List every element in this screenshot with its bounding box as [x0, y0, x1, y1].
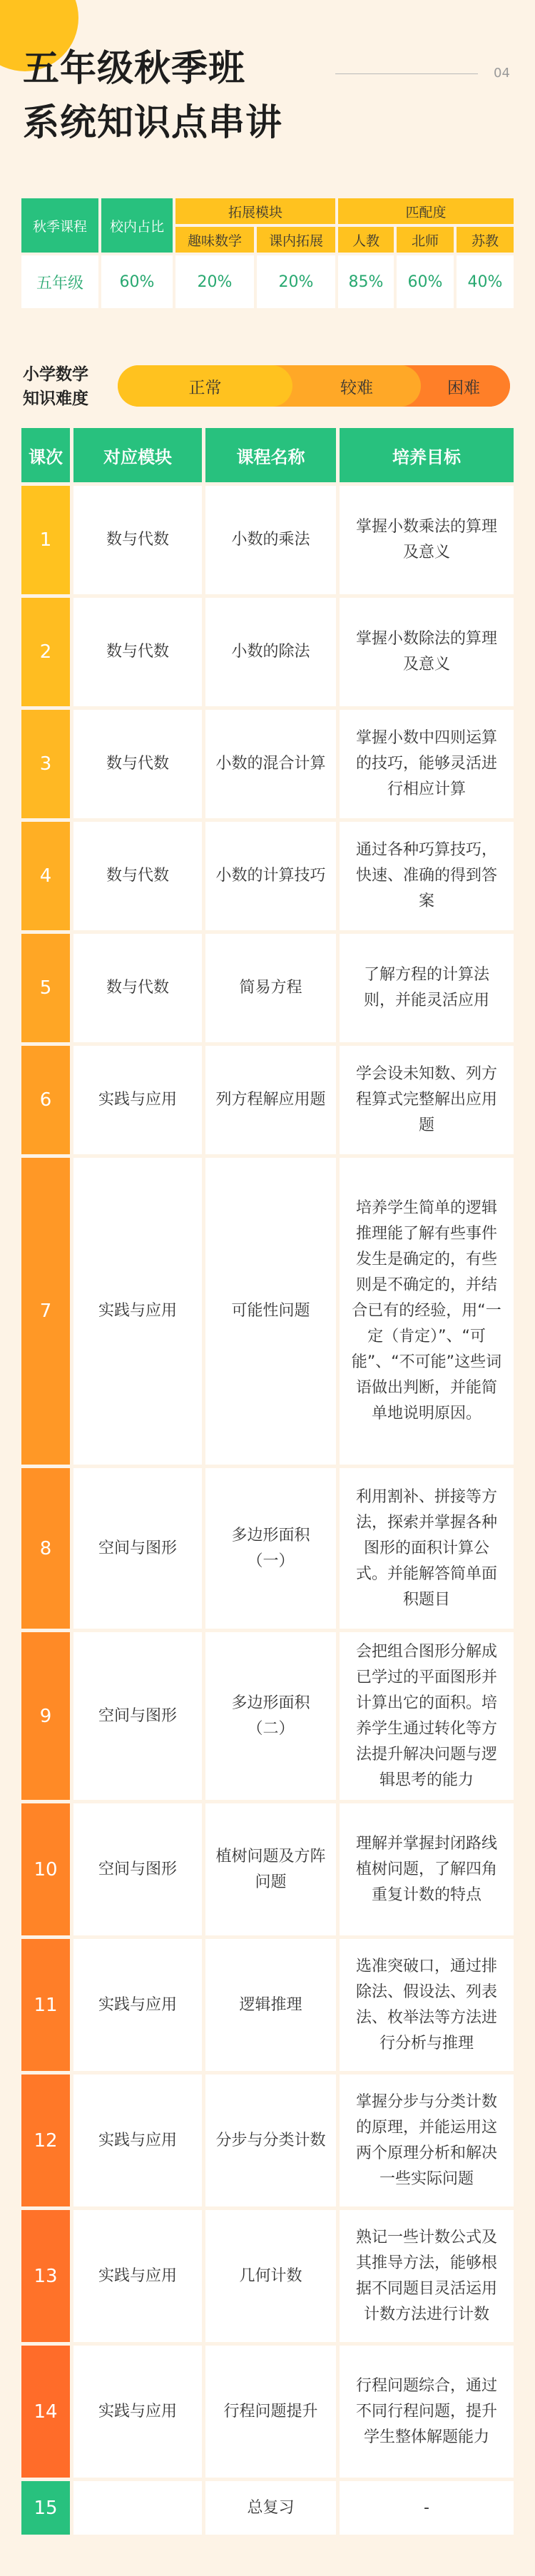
- summary-value-beishi: 60%: [397, 255, 454, 308]
- summary-table: [21, 198, 514, 308]
- module-cell: 实践与应用: [73, 2074, 202, 2206]
- module-cell: 实践与应用: [73, 1939, 202, 2071]
- course-cell: 行程问题提升: [205, 2346, 336, 2478]
- goal-cell: [340, 598, 514, 706]
- goal-text: 培养学生简单的逻辑推理能了解有些事件发生是确定的，有些则是不确定的，并结合已有的经验，用“一定（肯定）”、“可能”、“不可能”这些词语做出判断，并能简单地说明原因。: [351, 1199, 502, 1422]
- page-title-line1: 五年级秋季班: [23, 48, 246, 90]
- lesson-number: 6: [21, 1046, 70, 1154]
- page-title-line2: 系统知识点串讲: [23, 102, 283, 144]
- course-cell: 小数的计算技巧: [205, 822, 336, 930]
- goal-text: 掌握小数中四则运算的技巧，能够灵活进行相应计算: [355, 729, 497, 798]
- table-row: [21, 2481, 514, 2535]
- course-cell: 列方程解应用题: [205, 1046, 336, 1154]
- course-cell: 可能性问题: [205, 1158, 336, 1465]
- difficulty-level-hard: 困难: [389, 365, 510, 407]
- module-cell: 空间与图形: [73, 1468, 202, 1629]
- module-cell: 实践与应用: [73, 2210, 202, 2342]
- table-row: [21, 1632, 514, 1800]
- goal-cell: [340, 1468, 514, 1629]
- table-row: [21, 934, 514, 1042]
- goal-cell: [340, 486, 514, 594]
- goal-cell: [340, 1803, 514, 1935]
- lesson-number: 4: [21, 822, 70, 930]
- summary-value-class-expand: 20%: [257, 255, 335, 308]
- lesson-number: 7: [21, 1158, 70, 1465]
- lesson-number: 13: [21, 2210, 70, 2342]
- summary-value-sujiao: 40%: [457, 255, 514, 308]
- difficulty-label-line2: 知识难度: [23, 390, 88, 408]
- goal-cell: [340, 2481, 514, 2535]
- module-cell: 数与代数: [73, 486, 202, 594]
- lesson-number: 15: [21, 2481, 70, 2535]
- summary-subheader-beishi: 北师: [397, 227, 454, 253]
- summary-header-share: 校内占比: [101, 198, 173, 253]
- module-cell: 实践与应用: [73, 1046, 202, 1154]
- table-row: [21, 2074, 514, 2206]
- summary-subheader-renjiao: 人教: [338, 227, 394, 253]
- column-header-module: 对应模块: [73, 428, 202, 482]
- course-cell: 小数的乘法: [205, 486, 336, 594]
- table-row: [21, 486, 514, 594]
- course-cell: 几何计数: [205, 2210, 336, 2342]
- lesson-number: 3: [21, 710, 70, 818]
- goal-text: 会把组合图形分解成已学过的平面图形并计算出它的面积。培养学生通过转化等方法提升解决问题与逻辑思考的能力: [355, 1642, 497, 1789]
- module-cell: 数与代数: [73, 710, 202, 818]
- goal-cell: [340, 1046, 514, 1154]
- page-number: 04: [494, 66, 510, 81]
- course-cell: 植树问题及方阵问题: [205, 1803, 336, 1935]
- lesson-number: 10: [21, 1803, 70, 1935]
- lesson-number: 14: [21, 2346, 70, 2478]
- lesson-number: 8: [21, 1468, 70, 1629]
- difficulty-level-normal: 正常: [118, 365, 292, 407]
- goal-text: 选准突破口，通过排除法、假设法、列表法、枚举法等方法进行分析与推理: [355, 1957, 497, 2052]
- goal-cell: [340, 2074, 514, 2206]
- table-row: [21, 1046, 514, 1154]
- course-cell: 逻辑推理: [205, 1939, 336, 2071]
- table-row: [21, 1803, 514, 1935]
- lesson-number: 9: [21, 1632, 70, 1800]
- goal-cell: [340, 710, 514, 818]
- lesson-number: 5: [21, 934, 70, 1042]
- difficulty-label-line1: 小学数学: [23, 365, 88, 384]
- summary-subheader-class-expand: 课内拓展: [257, 227, 335, 253]
- table-row: [21, 822, 514, 930]
- table-row: [21, 2210, 514, 2342]
- goal-text: 行程问题综合，通过不同行程问题，提升学生整体解题能力: [355, 2376, 497, 2446]
- course-cell: 分步与分类计数: [205, 2074, 336, 2206]
- course-cell: 小数的混合计算: [205, 710, 336, 818]
- header-divider: [335, 73, 478, 74]
- summary-value-share: 60%: [101, 255, 173, 308]
- summary-header-match: 匹配度: [338, 198, 514, 224]
- lesson-number: 12: [21, 2074, 70, 2206]
- goal-text: 学会设未知数、列方程算式完整解出应用题: [355, 1065, 497, 1134]
- table-row: [21, 2346, 514, 2478]
- difficulty-bar: [118, 365, 510, 407]
- course-cell: 小数的除法: [205, 598, 336, 706]
- goal-text: 利用割补、拼接等方法，探索并掌握各种图形的面积计算公式。并能解答简单面积题目: [355, 1487, 497, 1609]
- course-cell: 总复习: [205, 2481, 336, 2535]
- course-cell: 简易方程: [205, 934, 336, 1042]
- difficulty-level-harder: 较难: [257, 365, 421, 407]
- summary-subheader-fun-math: 趣味数学: [175, 227, 254, 253]
- goal-text: 了解方程的计算法则，并能灵活应用: [363, 966, 489, 1009]
- table-row: [21, 1939, 514, 2071]
- goal-cell: [340, 822, 514, 930]
- table-row: [21, 598, 514, 706]
- module-cell: 数与代数: [73, 934, 202, 1042]
- goal-text: 掌握分步与分类计数的原理，并能运用这两个原理分析和解决一些实际问题: [355, 2092, 497, 2188]
- module-cell: [73, 2481, 202, 2535]
- goal-cell: [340, 2210, 514, 2342]
- module-cell: 空间与图形: [73, 1803, 202, 1935]
- summary-value-course: 五年级: [21, 255, 98, 308]
- summary-header-expand: 拓展模块: [175, 198, 335, 224]
- lesson-number: 1: [21, 486, 70, 594]
- difficulty-label: [23, 362, 88, 411]
- goal-cell: [340, 2346, 514, 2478]
- lesson-number: 11: [21, 1939, 70, 2071]
- module-cell: 实践与应用: [73, 1158, 202, 1465]
- goal-text: 通过各种巧算技巧，快速、准确的得到答案: [355, 841, 497, 910]
- column-header-course: 课程名称: [205, 428, 336, 482]
- goal-text: 掌握小数除法的算理及意义: [355, 630, 497, 673]
- module-cell: 数与代数: [73, 598, 202, 706]
- goal-text: 掌握小数乘法的算理及意义: [355, 518, 497, 561]
- goal-cell: [340, 934, 514, 1042]
- summary-subheader-sujiao: 苏教: [457, 227, 514, 253]
- module-cell: 数与代数: [73, 822, 202, 930]
- goal-cell: [340, 1632, 514, 1800]
- goal-text: -: [424, 2498, 429, 2517]
- goal-cell: [340, 1158, 514, 1465]
- goal-text: 理解并掌握封闭路线植树问题，了解四角重复计数的特点: [355, 1834, 497, 1904]
- summary-value-fun-math: 20%: [175, 255, 254, 308]
- course-cell: 多边形面积（二）: [205, 1632, 336, 1800]
- table-row: [21, 710, 514, 818]
- module-cell: 空间与图形: [73, 1632, 202, 1800]
- goal-text: 熟记一些计数公式及其推导方法，能够根据不同题目灵活运用计数方法进行计数: [355, 2228, 497, 2323]
- module-cell: 实践与应用: [73, 2346, 202, 2478]
- summary-value-renjiao: 85%: [338, 255, 394, 308]
- summary-header-course: 秋季课程: [21, 198, 98, 253]
- column-header-goal: 培养目标: [340, 428, 514, 482]
- table-row: [21, 1468, 514, 1629]
- lesson-number: 2: [21, 598, 70, 706]
- table-row: [21, 1158, 514, 1465]
- goal-cell: [340, 1939, 514, 2071]
- course-cell: 多边形面积（一）: [205, 1468, 336, 1629]
- column-header-lesson: 课次: [21, 428, 70, 482]
